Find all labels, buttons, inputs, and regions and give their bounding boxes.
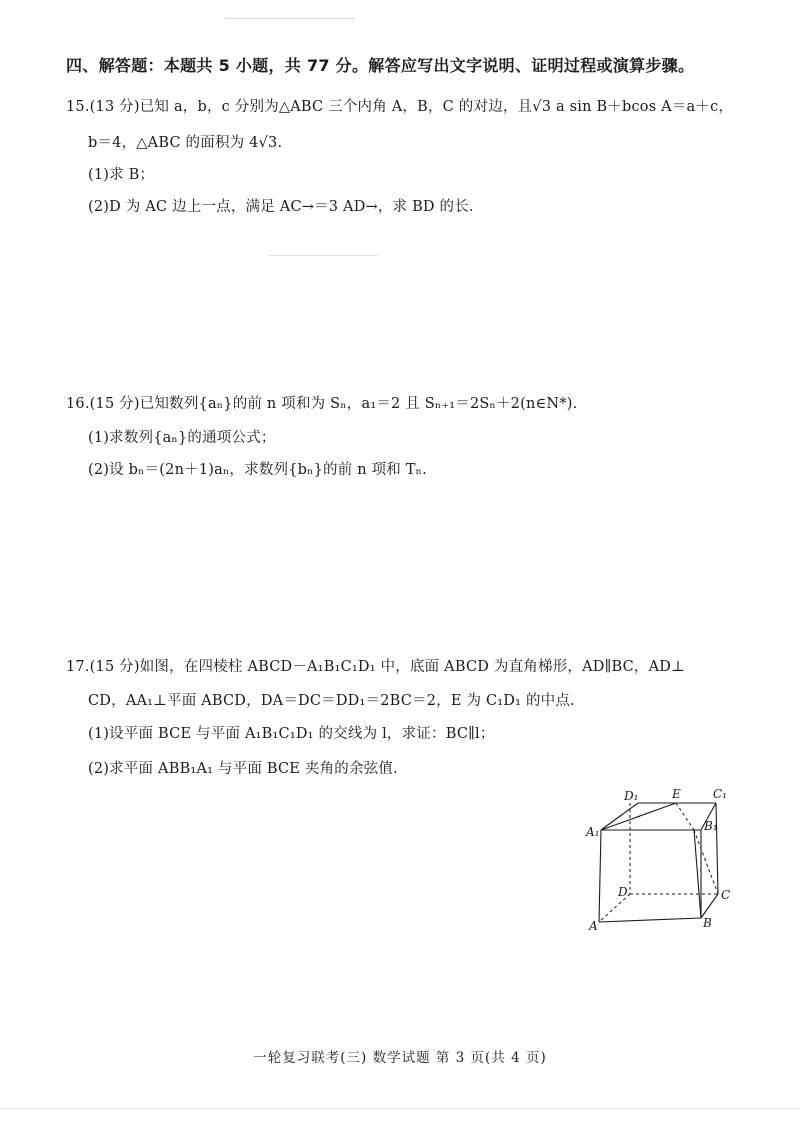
edge-b-c [701, 894, 718, 918]
scan-mark-bottom [0, 1108, 800, 1109]
label-c1: C₁ [713, 787, 727, 801]
page-footer: 一轮复习联考(三) 数学试题 第 3 页(共 4 页) [253, 1050, 547, 1066]
label-d: D [618, 885, 628, 899]
problem-15-part-1: (1)求 B； [88, 167, 155, 183]
edge-e-hidden [676, 803, 694, 830]
problem-16-part-1: (1)求数列{aₙ}的通项公式； [88, 430, 276, 446]
edge-e-c-hidden [694, 830, 718, 894]
problem-15-line-2: b＝4，△ABC 的面积为 4√3. [88, 135, 283, 151]
scan-mark-top [225, 18, 355, 19]
problem-16-part-2: (2)设 bₙ＝(2n＋1)aₙ，求数列{bₙ}的前 n 项和 Tₙ. [88, 462, 427, 478]
problem-15-line-1: 15.(13 分)已知 a，b，c 分别为△ABC 三个内角 A，B，C 的对边，且√3 a sin B＋bcos A＝a＋c， [66, 99, 734, 115]
edge-b-e-section [694, 830, 701, 918]
edge-c1-c [716, 803, 718, 894]
prism-diagram [580, 784, 740, 944]
problem-17-line-1: 17.(15 分)如图，在四棱柱 ABCD－A₁B₁C₁D₁ 中，底面 ABCD 为直角梯形，AD∥BC，AD⊥ [66, 659, 685, 675]
label-e: E [672, 787, 681, 801]
edge-a1-e [601, 803, 676, 830]
label-a1: A₁ [586, 825, 600, 839]
label-a: A [589, 919, 598, 933]
problem-17-line-2: CD，AA₁⊥平面 ABCD，DA＝DC＝DD₁＝2BC＝2，E 为 C₁D₁ 的中点. [88, 693, 575, 709]
problem-17-part-2: (2)求平面 ABB₁A₁ 与平面 BCE 夹角的余弦值. [88, 761, 398, 777]
problem-15-part-2: (2)D 为 AC 边上一点，满足 AC→＝3 AD→，求 BD 的长. [88, 199, 474, 215]
scan-mark-middle [268, 255, 378, 256]
edge-a-b [599, 918, 701, 922]
problem-16-line-1: 16.(15 分)已知数列{aₙ}的前 n 项和为 Sₙ，a₁＝2 且 Sₙ₊₁＝2Sₙ＋2(n∈N*). [66, 396, 578, 412]
label-d1: D₁ [624, 789, 639, 803]
label-b1: B₁ [704, 819, 718, 833]
section-heading: 四、解答题：本题共 5 小题，共 77 分。解答应写出文字说明、证明过程或演算步骤。 [66, 56, 695, 75]
label-b: B [703, 916, 712, 930]
problem-17-part-1: (1)设平面 BCE 与平面 A₁B₁C₁D₁ 的交线为 l，求证：BC∥l； [88, 726, 495, 742]
prism-figure [580, 784, 740, 944]
edge-a1-d1 [601, 803, 638, 830]
label-c: C [721, 888, 731, 902]
edge-a1-a [599, 830, 601, 922]
